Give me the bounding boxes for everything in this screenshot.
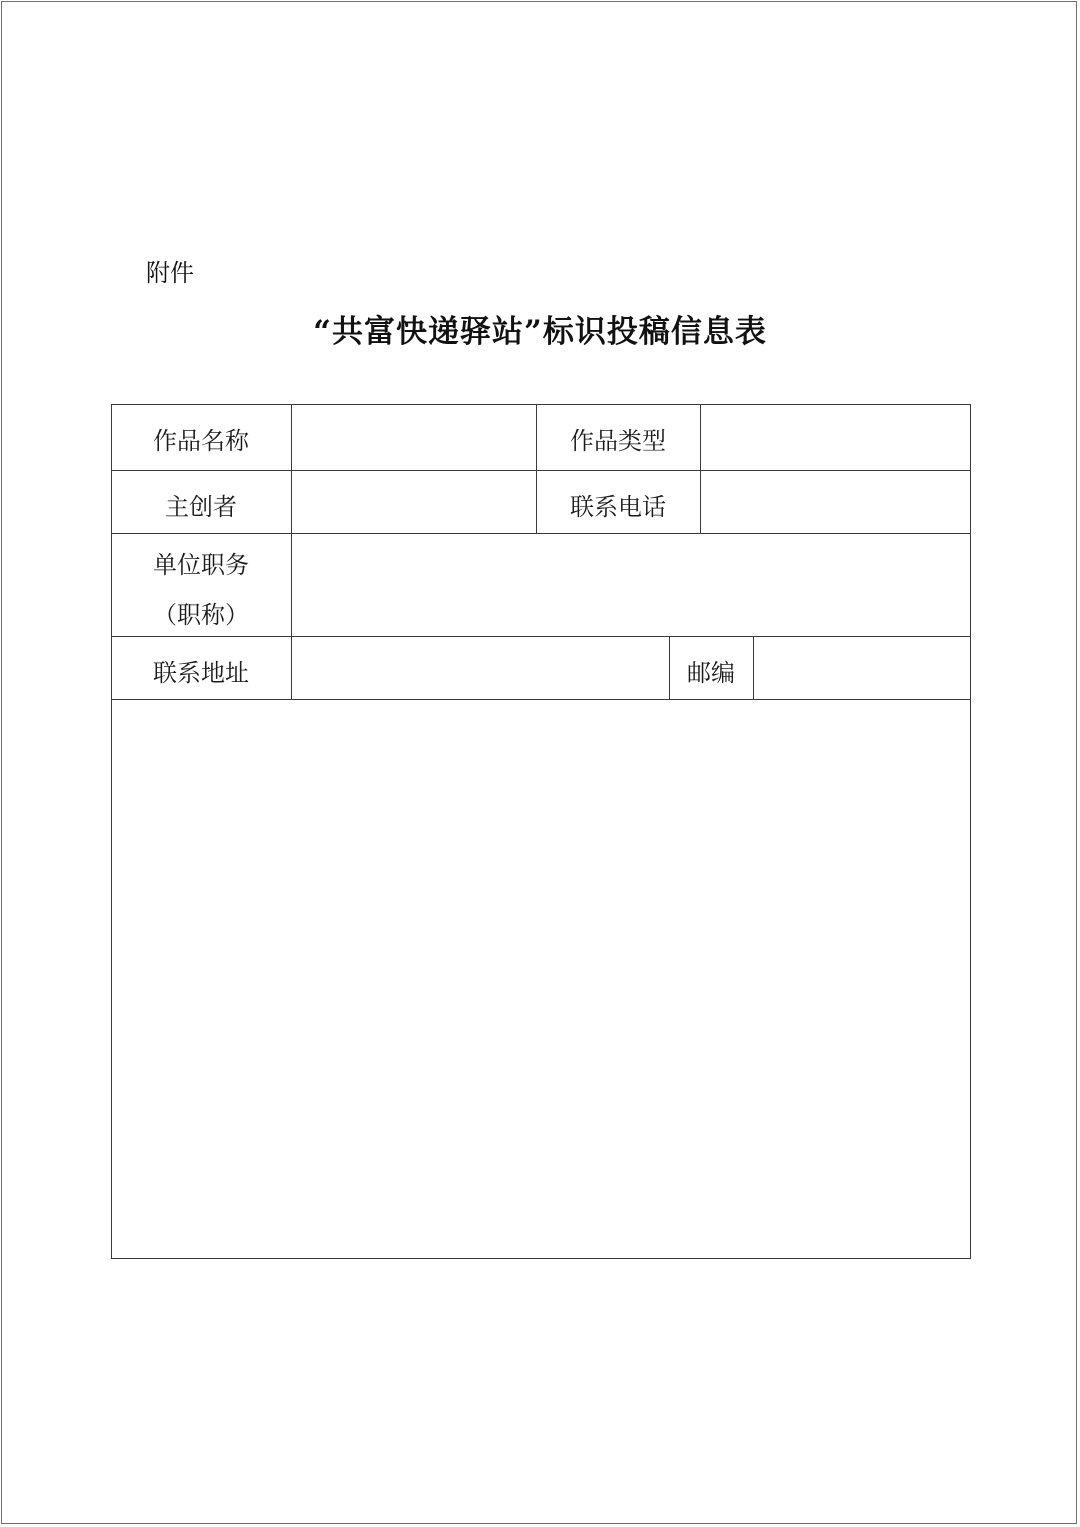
table-border-right	[970, 404, 971, 1259]
postcode-label: 邮编	[687, 659, 735, 687]
design-submission-area[interactable]	[112, 700, 970, 1258]
organization-position-label: 单位职务	[153, 551, 249, 579]
phone-field[interactable]	[701, 471, 970, 533]
professional-title-label: （职称）	[153, 601, 249, 629]
attachment-label: 附件	[146, 259, 194, 287]
submission-form-table	[111, 404, 971, 1259]
address-label: 联系地址	[153, 659, 249, 687]
creator-field[interactable]	[292, 471, 536, 533]
phone-label: 联系电话	[570, 493, 666, 521]
page-title: “共富快递驿站”标识投稿信息表	[313, 314, 767, 350]
table-border-bottom	[111, 1258, 971, 1259]
address-field[interactable]	[292, 637, 669, 699]
organization-position-field[interactable]	[292, 534, 970, 636]
work-type-label: 作品类型	[570, 427, 666, 455]
creator-label: 主创者	[165, 493, 237, 521]
work-name-label: 作品名称	[153, 427, 249, 455]
work-type-field[interactable]	[701, 405, 970, 470]
postcode-field[interactable]	[754, 637, 970, 699]
work-name-field[interactable]	[292, 405, 536, 470]
